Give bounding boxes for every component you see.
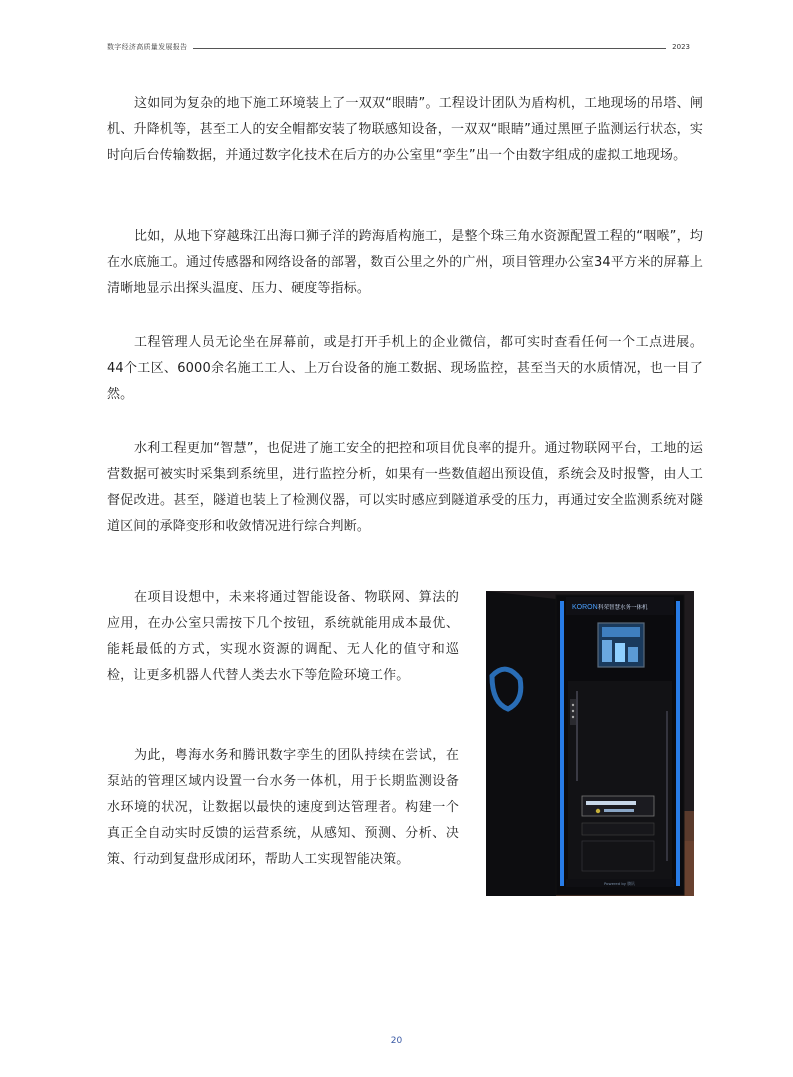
page-number: 20 [390,1036,403,1046]
cabinet-label: 科荣智慧水务一体机 [598,605,648,611]
page-header [107,41,690,53]
body-paragraph: 比如，从地下穿越珠江出海口狮子洋的跨海盾构施工，是整个珠三角水资源配置工程的“咽喉”，均在水底施工。通过传感器和网络设备的部署，数百公里之外的广州，项目管理办公室34平方米的屏幕上清晰地显示出探头温度、压力、硬度等指标。 [107,229,703,296]
cabinet-brand: KORON [572,604,598,611]
header-rule [193,48,666,49]
body-paragraph: 这如同为复杂的地下施工环境装上了一双双“眼睛”。工程设计团队为盾构机，工地现场的吊塔、闸机、升降机等，甚至工人的安全帽都安装了物联感知设备，一双双“眼睛”通过黑匣子监测运行状态，实时向后台传输数据，并通过数字化技术在后方的办公室里“孪生”出一个由数字组成的虚拟工地现场。 [107,96,703,163]
report-title: 数字经济高质量发展报告 [107,43,188,51]
column-paragraph: 在项目设想中，未来将通过智能设备、物联网、算法的应用，在办公室只需按下几个按钮，系统就能用成本最优、能耗最低的方式，实现水资源的调配、无人化的值守和巡检，让更多机器人代替人类去水下等危险环境工作。 [107,590,459,683]
report-year: 2023 [672,43,690,51]
cabinet-footer-label: Powered by 腾讯 [604,881,635,886]
column-paragraph: 为此，粤海水务和腾讯数字孪生的团队持续在尝试，在泵站的管理区域内设置一台水务一体机，用于长期监测设备水环境的状况，让数据以最快的速度到达管理者。构建一个真正全自动实时反馈的运营系统，从感知、预测、分析、决策、行动到复盘形成闭环，帮助人工实现智能决策。 [107,748,459,867]
water-cabinet-photo [486,591,694,896]
body-paragraph: 水利工程更加“智慧”，也促进了施工安全的把控和项目优良率的提升。通过物联网平台，工地的运营数据可被实时采集到系统里，进行监控分析，如果有一些数值超出预设值，系统会及时报警，由人工督促改进。甚至，隧道也装上了检测仪器，可以实时感应到隧道承受的压力，再通过安全监测系统对隧道区间的承降变形和收敛情况进行综合判断。 [107,441,703,534]
body-paragraph: 工程管理人员无论坐在屏幕前，或是打开手机上的企业微信，都可实时查看任何一个工点进展。44个工区、6000余名施工工人、上万台设备的施工数据、现场监控，甚至当天的水质情况，也一目了然。 [107,335,703,402]
